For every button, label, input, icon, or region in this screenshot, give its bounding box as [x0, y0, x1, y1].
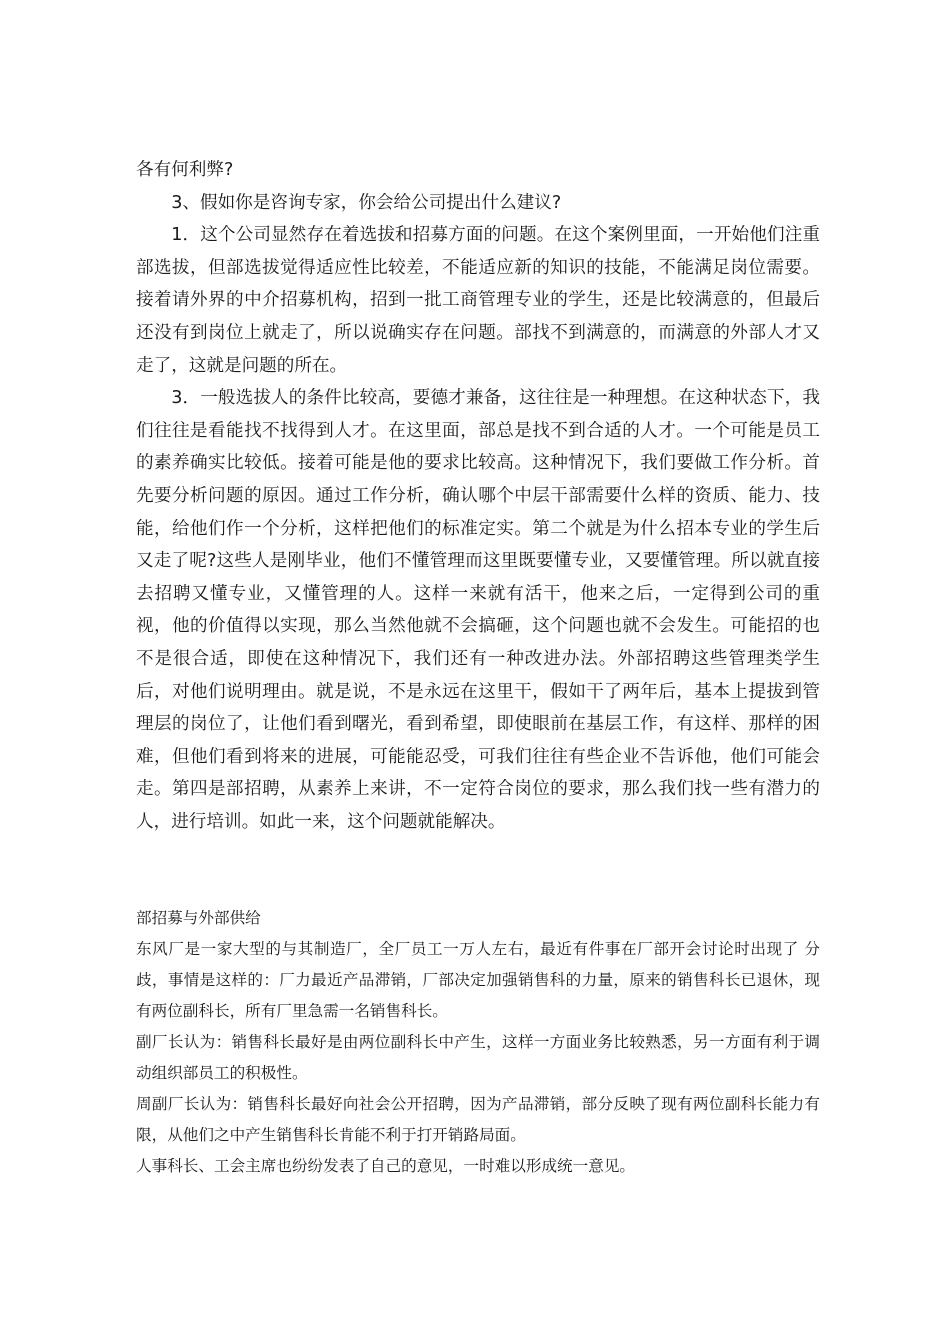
opinion-vice-director: 副厂长认为：销售科长最好是由两位副科长中产生，这样一方面业务比较熟悉，另一方面有利于调动组织部员工的积极性。 [136, 1033, 820, 1082]
opinion-zhou-vice-director: 周副厂长认为：销售科长最好向社会公开招聘，因为产品滞销，部分反映了现有两位副科长能力有限，从他们之中产生销售科长肯能不利于打开销路局面。 [136, 1095, 820, 1144]
answer-1-paragraph: 1．这个公司显然存在着选拔和招募方面的问题。在这个案例里面，一开始他们注重部选拔，但部选拔觉得适应性比较差，不能适应新的知识的技能，不能满足岗位需要。接着请外界的中介招募机构，招到一批工商管理专业的学生，还是比较满意的，但最后还没有到岗位上就走了，所以说确实存在问题。部找不到满意的，而满意的外部人才又走了，这就是问题的所在。 [136, 225, 820, 376]
question-3: 3、假如你是咨询专家，你会给公司提出什么建议? [171, 192, 562, 213]
question-fragment: 各有何利弊? [136, 160, 234, 180]
case-intro-paragraph: 东风厂是一家大型的与其制造厂，全厂员工一万人左右，最近有件事在厂部开会讨论时出现了 分歧，事情是这样的：厂力最近产品滞销，厂部决定加强销售科的力量，原来的销售科长已退休，现有两位副科长，所有厂里急需一名销售科长。 [136, 940, 820, 1020]
opinion-hr-union: 人事科长、工会主席也纷纷发表了自己的意见，一时难以形成统一意见。 [136, 1157, 636, 1175]
case-title: 部招募与外部供给 [136, 909, 261, 927]
case-study-section [136, 903, 820, 1182]
case-answers-section [136, 154, 820, 838]
answer-3-paragraph: 3．一般选拔人的条件比较高，要德才兼备，这往往是一种理想。在这种状态下，我们往往是看能找不找得到人才。在这里面，部总是找不到合适的人才。一个可能是员工的素养确实比较低。接着可能是他的要求比较高。这种情况下，我们要做工作分析。首先要分析问题的原因。通过工作分析，确认哪个中层干部需要什么样的资质、能力、技能，给他们作一个分析，这样把他们的标准定实。第二个就是为什么招本专业的学生后又走了呢?这些人是刚毕业，他们不懂管理而这里既要懂专业，又要懂管理。所以就直接去招聘又懂专业，又懂管理的人。这样一来就有活干，他来之后，一定得到公司的重视，他的价值得以实现，那么当然他就不会搞砸，这个问题也就不会发生。可能招的也不是很合适，即使在这种情况下，我们还有一种改进办法。外部招聘这些管理类学生后，对他们说明理由。就是说，不是永远在这里干，假如干了两年后，基本上提拔到管理层的岗位了，让他们看到曙光，看到希望，即使眼前在基层工作，有这样、那样的困难，但他们看到将来的进展，可能能忍受，可我们往往有些企业不告诉他，他们可能会走。第四是部招聘，从素养上来讲，不一定符合岗位的要求，那么我们找一些有潜力的人，进行培训。如此一来，这个问题就能解决。 [136, 388, 820, 832]
